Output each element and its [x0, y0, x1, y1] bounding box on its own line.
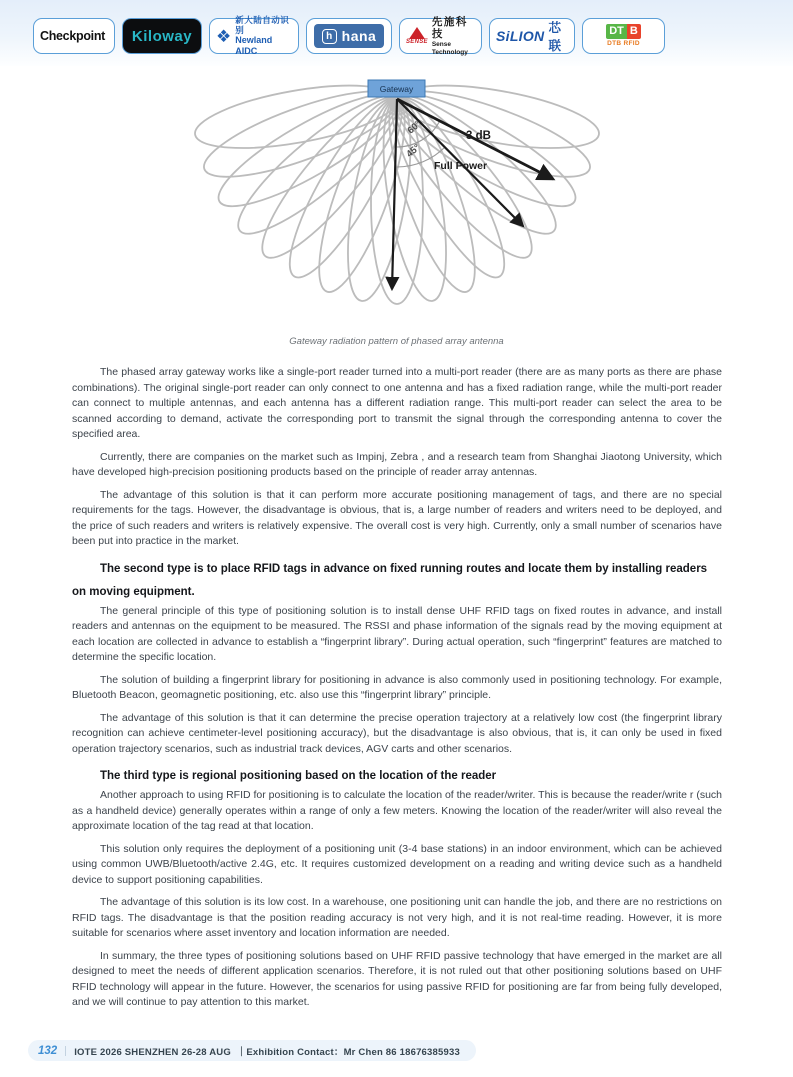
page-number: 132: [38, 1044, 58, 1057]
kiloway-wordmark: Kiloway: [131, 27, 193, 45]
newland-cn-label: 新大陆自动识别: [235, 14, 290, 35]
paragraph-9: The advantage of this solution is its low cost. In a warehouse, one positioning unit can handle the job, and there are no restrictions on RFID tags. The disadvantage is that the position reading accuracy is not very high, and it is not real-time reading. However, it is more suitable for scenarios where asset inventory and location information are needed.: [72, 896, 722, 939]
newland-en-label: Newland AIDC: [235, 35, 273, 56]
three-db-label: 3 dB: [466, 130, 491, 142]
radiation-pattern-diagram: [0, 75, 793, 347]
footer-event: IOTE 2026 SHENZHEN 26-28 AUG: [74, 1046, 231, 1058]
sense-triangle-icon: [409, 27, 425, 39]
gateway-label: Gateway: [379, 84, 414, 94]
paragraph-5: The solution of building a fingerprint library for positioning in advance is also commonly used in positioning technology. For example, Bluetooth Beacon, geomagnetic positioning, etc. also use this “fingerprint library” principle.: [72, 673, 722, 701]
paragraph-1: The phased array gateway works like a single-port reader turned into a multi-port reader (there are as many ports as there are phase combinations). The original single-port reader can only connect to one antenna and has a fixed radiation range, while the multi-port reader can connect to multiple antennas, and each antenna has a different radiation range. This multi-port reader can select the area to be scanned according to demand, activate the corresponding port to transmit the signal through the corresponding antenna to cover the specified area.: [72, 366, 722, 440]
logo-row: [33, 14, 665, 56]
paragraph-2: Currently, there are companies on the market such as Impinj, Zebra , and a research team from Shanghai Jiaotong University, which have developed high-precision positioning products based on the principle of reader array antennas.: [72, 450, 722, 478]
header-logo-strip: [0, 0, 793, 66]
full-power-label: Full Power: [434, 160, 488, 172]
dtb-orange-tile: B: [627, 24, 641, 39]
heading-second-type: The second type is to place RFID tags in advance on fixed running routes and locate them by installing readers on moving equipment.: [72, 562, 708, 598]
paragraph-6: The advantage of this solution is that it can determine the precise operation trajectory at a relatively low cost (the fingerprint library recognition can achieve centimeter-level positioning accuracy), but the disadvantage is also obvious, that is, it can only be used in fixed operation trajectory scenarios, such as industrial track devices, AGV carts and other scenarios.: [72, 711, 722, 755]
angle-45-label: 45°: [404, 142, 423, 160]
logo-checkpoint[interactable]: [33, 18, 115, 54]
logo-sense-technology[interactable]: [399, 15, 482, 56]
logo-newland-aidc[interactable]: [209, 14, 299, 56]
hana-wordmark: hana: [341, 28, 377, 44]
heading-third-type: The third type is regional positioning based on the location of the reader: [100, 770, 497, 782]
page-footer: [28, 1040, 476, 1061]
dtb-rfid-label: DTB RFID: [607, 40, 640, 48]
logo-kiloway[interactable]: [122, 18, 202, 54]
angle-60-label: 60°: [405, 118, 424, 137]
silion-wordmark: SiLION: [496, 28, 545, 44]
sense-en-label: Sense Technology: [431, 40, 468, 56]
paragraph-8: This solution only requires the deployment of a positioning unit (3-4 base stations) in an indoor environment, which can be achieved using common UWB/Bluetooth/active 2.4G, etc. It requires customized development on a reading and writing device such as a handheld device to support positioning capabilities.: [72, 842, 722, 886]
checkpoint-wordmark: Checkpoint: [39, 29, 106, 43]
sense-cn-label: 先施科技: [431, 15, 468, 41]
dtb-green-tile: DT: [606, 24, 627, 39]
figure-caption: Gateway radiation pattern of phased array antenna: [289, 336, 504, 347]
logo-hana[interactable]: [306, 18, 392, 54]
hana-h-icon: h: [322, 29, 337, 44]
silion-cn-label: 芯联: [548, 21, 561, 53]
paragraph-7: Another approach to using RFID for positioning is to calculate the location of the reader/writer. This is because the reader/write r (such as a handheld device) generally operates within a range of only a few meters. Knowing the location of the reader/writer will also reveal the approximate location of the tag read at that location.: [72, 789, 722, 832]
paragraph-4: The general principle of this type of positioning solution is to install dense UHF RFID tags on fixed routes in advance, and install readers and antennas on the equipment to be measured. The RSSI and phase information of the signals read by the moving equipment at each location are collected in advance to establish a “fingerprint library”. During actual operation, such “fingerprint” features are matched to determine the specific location.: [72, 604, 722, 663]
paragraph-10: In summary, the three types of positioning solutions based on UHF RFID passive technology that have emerged in the market are all designed to meet the needs of different application scenarios. Therefore, it is not ruled out that other positioning solutions based on UHF RFID technology will appear in the future. However, the scenarios for using passive RFID for positioning are far from being fully developed, and we will continue to pay attention to this market.: [72, 949, 722, 1008]
footer-divider: [65, 1046, 66, 1056]
sense-mark: SENSE: [406, 39, 428, 45]
logo-silion[interactable]: [489, 18, 575, 54]
footer-contact: ｜Exhibition Contact：Mr Chen 86 18676385933: [236, 1046, 460, 1058]
logo-dtb-rfid[interactable]: [582, 18, 665, 54]
paragraph-3: The advantage of this solution is that it can perform more accurate positioning management of tags, and there are no special requirements for the tags. However, the disadvantage is obvious, that is, a large number of readers and writers need to be deployed, and the price of such readers and writers is relatively expensive. The overall cost is very high. Currently, only a small number of scenarios have been put into practice in the market.: [72, 488, 722, 547]
newland-diamond-icon: ❖: [216, 26, 232, 46]
article-body: [72, 365, 722, 1018]
